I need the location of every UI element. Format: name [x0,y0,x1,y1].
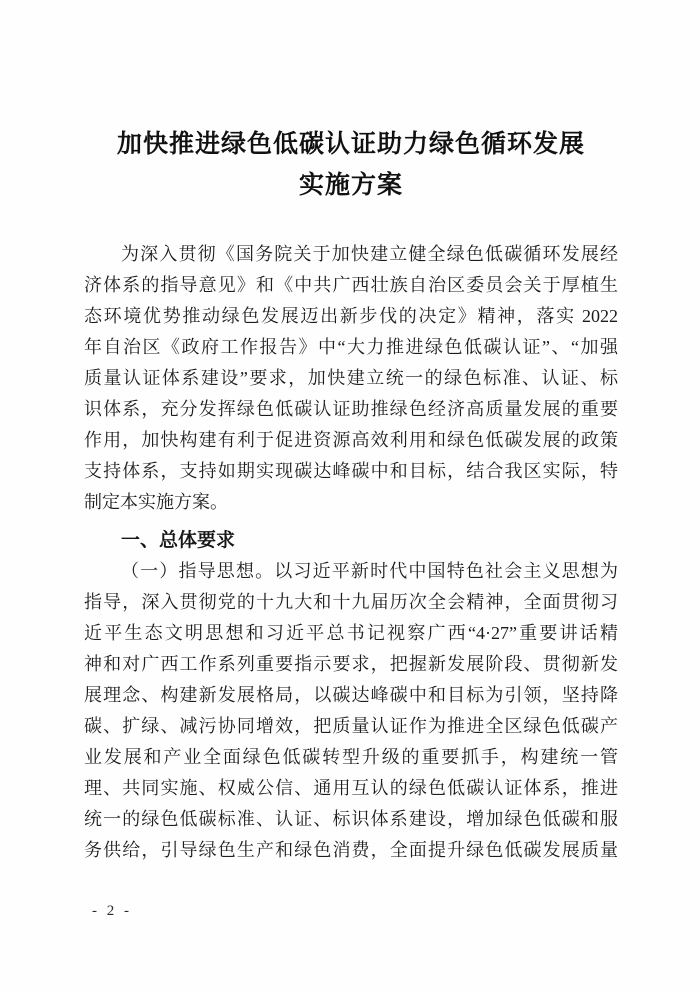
text-line: 支持体系，支持如期实现碳达峰碳中和目标，结合我区实际，特 [84,461,618,481]
paragraph-guiding-ideology [84,556,618,866]
document-title [84,124,618,206]
text-line: 务供给，引导绿色生产和绿色消费，全面提升绿色低碳发展质量 [84,840,618,860]
text-line: 统一的绿色低碳标准、认证、标识体系建设，增加绿色低碳和服 [84,809,618,829]
text-line: 济体系的指导意见》和《中共广西壮族自治区委员会关于厚植生 [84,275,618,295]
text-line: 近平生态文明思想和习近平总书记视察广西“4·27”重要讲话精 [84,623,618,643]
text-line: 业发展和产业全面绿色低碳转型升级的重要抓手，构建统一管 [84,747,618,767]
paragraph-intro [84,239,618,518]
text-line: 作用，加快构建有利于促进资源高效利用和绿色低碳发展的政策 [84,430,618,450]
section-heading-general-requirements: 一、总体要求 [121,530,236,551]
text-line: 识体系，充分发挥绿色低碳认证助推绿色经济高质量发展的重要 [84,399,618,419]
text-line: （一）指导思想。以习近平新时代中国特色社会主义思想为 [121,561,618,581]
text-line: 质量认证体系建设”要求，加快建立统一的绿色标准、认证、标 [84,368,618,388]
text-line: 为深入贯彻《国务院关于加快建立健全绿色低碳循环发展经 [121,244,618,264]
title-line-2: 实施方案 [298,172,403,199]
document-body [84,239,618,866]
text-line: 指导，深入贯彻党的十九大和十九届历次全会精神，全面贯彻习 [84,592,618,612]
text-line: 态环境优势推动绿色发展迈出新步伐的决定》精神，落实 2022 [84,306,618,326]
text-line: 碳、扩绿、减污协同增效，把质量认证作为推进全区绿色低碳产 [84,716,618,736]
text-line: 年自治区《政府工作报告》中“大力推进绿色低碳认证”、“加强 [84,337,618,357]
text-line: 展理念、构建新发展格局，以碳达峰碳中和目标为引领，坚持降 [84,685,618,705]
text-line: 神和对广西工作系列重要指示要求，把握新发展阶段、贯彻新发 [84,654,618,674]
text-line: 理、共同实施、权威公信、通用互认的绿色低碳认证体系，推进 [84,778,618,798]
text-line: 制定本实施方案。 [84,492,228,512]
page-number: - 2 - [92,903,132,919]
title-line-1: 加快推进绿色低碳认证助力绿色循环发展 [116,131,585,158]
